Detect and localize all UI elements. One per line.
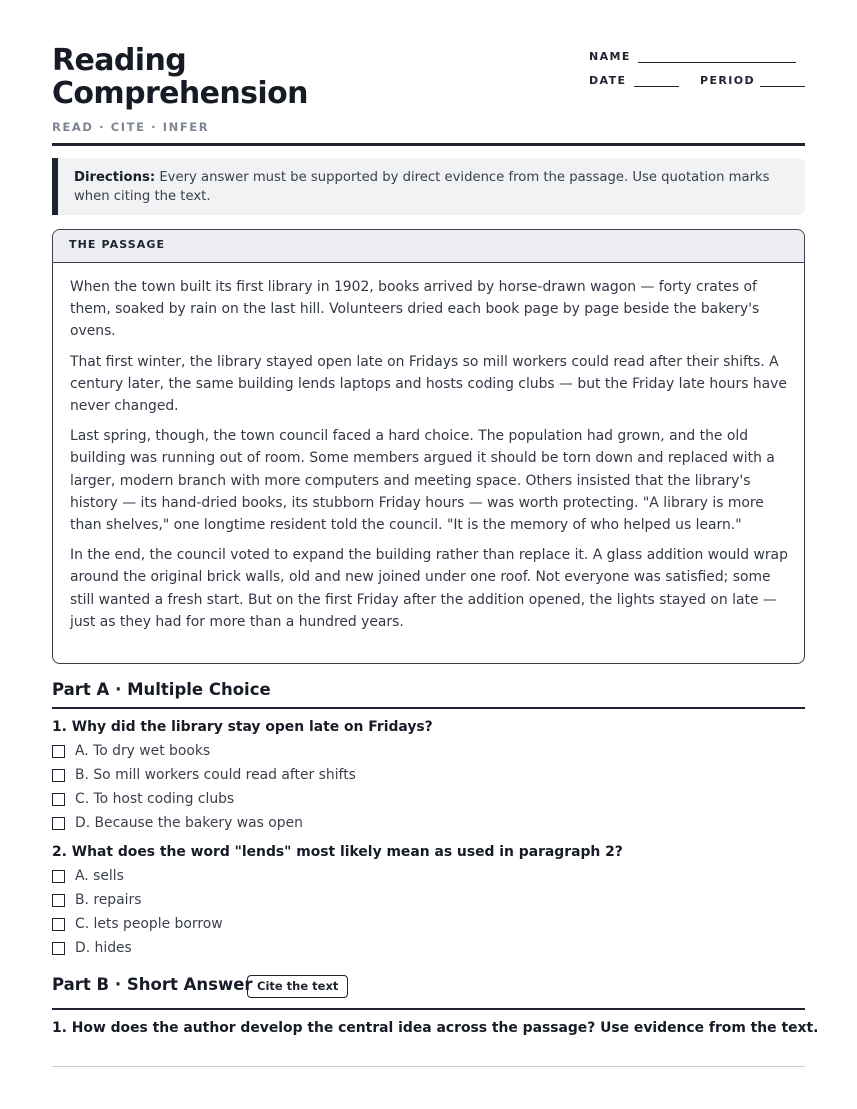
directions-text: Every answer must be supported by direct evidence from the passage. Use quotation marks when citing the text.	[74, 170, 770, 204]
worksheet-title: Reading Comprehension	[52, 43, 308, 111]
part-a-title: Part A · Multiple Choice	[52, 680, 271, 699]
passage-paragraph-2: That first winter, the library stayed open late on Fridays so mill workers could read after their shifts. A century later, the same building lends laptops and hosts coding clubs — but the Friday late hours have never changed.	[70, 353, 787, 415]
passage-paragraph-4: In the end, the council voted to expand the building rather than replace it. A glass addition would wrap around the original brick walls, old and new joined under one roof. Not everyone was satisfied; some still wanted a fresh start. But on the first Friday after the addition opened, the lights stayed on late — just as they had for more than a hundred years.	[70, 547, 788, 630]
option-a1-a[interactable]	[52, 743, 210, 759]
question-b1: 1. How does the author develop the central idea across the passage? Use evidence from the text.	[52, 1020, 819, 1036]
passage-paragraph-1: When the town built its first library in 1902, books arrived by horse-drawn wagon — forty crates of them, soaked by rain on the last hill. Volunteers dried each book page by page beside the bakery's ovens.	[70, 279, 760, 340]
question-a2: 2. What does the word "lends" most likely mean as used in paragraph 2?	[52, 844, 623, 860]
directions-box	[52, 158, 805, 215]
option-label: A. sells	[75, 868, 124, 884]
option-a2-c[interactable]	[52, 916, 223, 932]
option-label: A. To dry wet books	[75, 743, 211, 759]
part-b-divider	[52, 1008, 805, 1010]
name-label: NAME	[589, 50, 631, 63]
passage-box	[52, 229, 805, 664]
checkbox[interactable]	[52, 745, 65, 758]
period-field[interactable]	[760, 86, 805, 87]
directions-label: Directions:	[74, 170, 156, 185]
option-label: D. hides	[75, 940, 132, 956]
option-label: D. Because the bakery was open	[75, 815, 303, 831]
passage-heading: THE PASSAGE	[53, 230, 804, 263]
checkbox[interactable]	[52, 942, 65, 955]
cite-the-text-badge: Cite the text	[247, 975, 348, 998]
checkbox[interactable]	[52, 918, 65, 931]
option-a2-d[interactable]	[52, 940, 132, 956]
passage-body	[53, 263, 804, 633]
checkbox[interactable]	[52, 817, 65, 830]
option-a1-c[interactable]	[52, 791, 234, 807]
part-b-title: Part B · Short Answer	[52, 975, 253, 994]
option-label: C. To host coding clubs	[75, 791, 235, 807]
option-label: C. lets people borrow	[75, 916, 223, 932]
option-a1-b[interactable]	[52, 767, 356, 783]
date-label: DATE	[589, 74, 627, 87]
option-label: B. repairs	[75, 892, 142, 908]
option-a2-b[interactable]	[52, 892, 141, 908]
answer-line[interactable]	[52, 1066, 805, 1067]
worksheet-subtitle: READ · CITE · INFER	[52, 120, 210, 134]
checkbox[interactable]	[52, 870, 65, 883]
checkbox[interactable]	[52, 793, 65, 806]
date-field[interactable]	[634, 86, 679, 87]
header-divider	[52, 143, 805, 146]
checkbox[interactable]	[52, 769, 65, 782]
part-a-divider	[52, 707, 805, 709]
option-a2-a[interactable]	[52, 868, 124, 884]
question-a1: 1. Why did the library stay open late on Fridays?	[52, 719, 433, 735]
checkbox[interactable]	[52, 894, 65, 907]
passage-paragraph-3: Last spring, though, the town council faced a hard choice. The population had grown, and the old building was running out of room. Some members argued it should be torn down and replaced with a larger, modern branch with more computers and meeting space. Others insisted that the library's history — its hand-dried books, its stubborn Friday hours — was worth protecting. "A library is more than shelves," one longtime resident told the council. "It is the memory of who helped us learn."	[70, 428, 775, 534]
option-label: B. So mill workers could read after shifts	[75, 767, 356, 783]
option-a1-d[interactable]	[52, 815, 303, 831]
period-label: PERIOD	[700, 74, 756, 87]
name-field[interactable]	[638, 62, 796, 63]
